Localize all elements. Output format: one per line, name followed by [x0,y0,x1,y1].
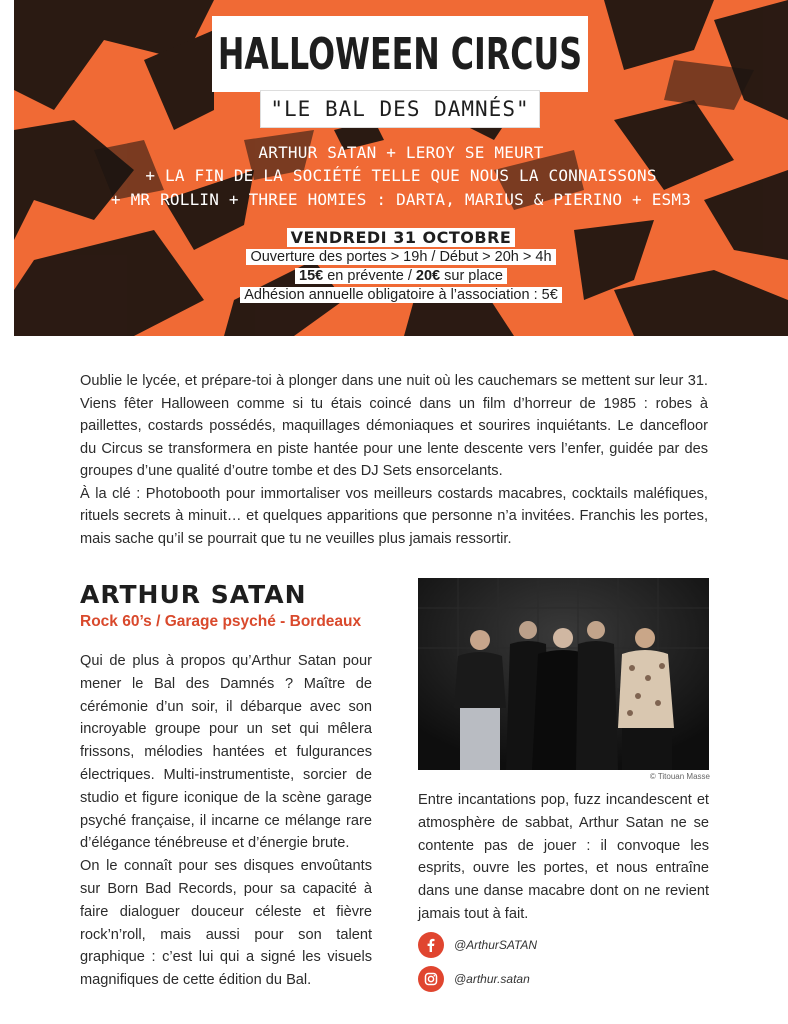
facebook-link[interactable] [418,932,537,958]
intro-paragraph-2: À la clé : Photobooth pour immortaliser vos meilleurs costards macabres, cocktails maléfiques, rituels secrets à minuit… et quelques apparitions que personne n’a invitées. Franchis les portes, mais sache qu’il se pourrait que tu ne veuilles plus jamais ressortir. [80,485,708,547]
lineup-line-1: ARTHUR SATAN + LEROY SE MEURT [258,143,544,162]
artist-bio-paragraph-2: On le connaît pour ses disques envoûtants sur Born Bad Records, pour sa capacité à faire dialoguer douceur céleste et fièvre rock’n’roll, mais aussi pour son talent graphique : c’est lui qui a signé les visuels magnifiques de cette édition du Bal. [80,858,372,989]
title-box [212,16,588,92]
event-title: HALLOWEEN CIRCUS [217,28,583,80]
band-photo [418,578,709,770]
event-date: VENDREDI 31 OCTOBRE [287,228,516,247]
doors-row [14,248,788,267]
event-subtitle: "LE BAL DES DAMNÉS" [270,97,530,121]
hero-banner [14,0,788,336]
instagram-link[interactable] [418,966,530,992]
instagram-handle[interactable]: @arthur.satan [454,972,530,986]
membership-info: Adhésion annuelle obligatoire à l’association : 5€ [240,287,562,303]
facebook-icon[interactable] [418,932,444,958]
artist-bio-right: Entre incantations pop, fuzz incandescent et atmosphère de sabbat, Arthur Satan ne se contente pas de jouer : il convoque les esprits, ouvre les portes, et nous entraîne dans une danse macabre dont on ne revient jamais tout à fait. [418,792,709,922]
door-label: sur place [440,268,503,284]
subtitle-box [260,90,540,128]
artist-name: ARTHUR SATAN [80,580,307,609]
artist-bio [80,650,372,992]
lineup-line-3: + MR ROLLIN + THREE HOMIES : DARTA, MARIUS & PIERINO + ESM3 [110,190,692,209]
price-row [14,267,788,286]
artist-genre: Rock 60’s / Garage psyché - Bordeaux [80,613,362,630]
door-price: 20€ [415,268,441,284]
price-info [295,268,507,284]
lineup-line-2: + LA FIN DE LA SOCIÉTÉ TELLE QUE NOUS LA CONNAISSONS [145,166,657,185]
event-date-row [14,228,788,248]
presale-price: 15€ [299,268,324,284]
presale-label: en prévente / [323,268,416,284]
instagram-icon[interactable] [418,966,444,992]
artist-bio-paragraph-1: Qui de plus à propos qu’Arthur Satan pour mener le Bal des Damnés ? Maître de cérémonie d’un soir, il débarque avec son incroyable groupe pour un set qui mêlera frissons, mélodies hantées et fulgurances électriques. Multi-instrumentiste, sorcier de studio et figure iconique de la scène garage psyché française, il incarne ce mélange rare d’élégance ténébreuse et d’énergie brute. [80,653,372,852]
doors-time: Ouverture des portes > 19h / Début > 20h > 4h [246,249,555,265]
photo-credit: © Titouan Masse [649,772,710,781]
intro-text [80,370,708,550]
intro-paragraph-1: Oublie le lycée, et prépare-toi à plonger dans une nuit où les cauchemars se mettent sur leur 31. Viens fêter Halloween comme si tu étais coincé dans un film d’horreur de 1985 : robes à paillettes, costards possédés, maquillages démoniaques et sourires inquiétants. Le dancefloor du Circus se transformera en piste hantée pour une lente descente vers l’enfer, guidée par des groupes d’une qualité d’outre tombe et des DJ Sets ensorcelants. [80,373,708,479]
membership-row [14,286,788,305]
facebook-handle[interactable]: @ArthurSATAN [454,938,538,952]
